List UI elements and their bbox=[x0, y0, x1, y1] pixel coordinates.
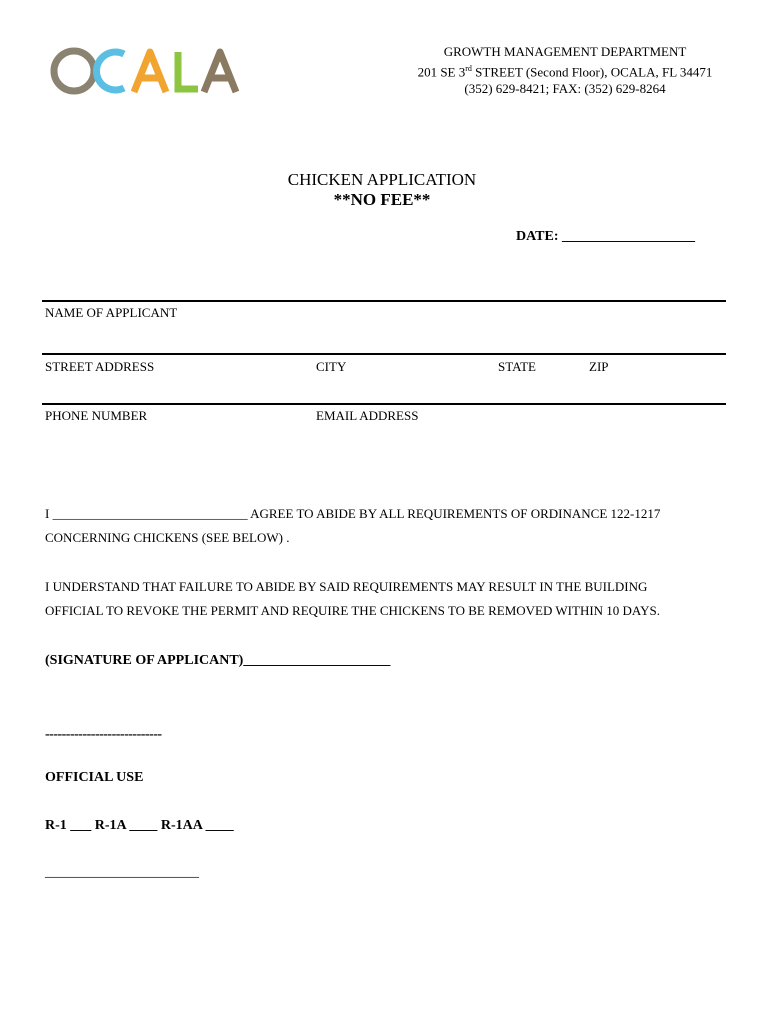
zoning-checklist[interactable]: R-1 ___ R-1A ____ R-1AA ____ bbox=[45, 818, 234, 833]
address-rule bbox=[42, 353, 726, 355]
agreement-line-1: I ______________________________ AGREE TO ABIDE BY ALL REQUIREMENTS OF ORDINANCE 122-1217 bbox=[45, 506, 661, 521]
logo-letter-a1 bbox=[134, 52, 166, 92]
phone-number-label: PHONE NUMBER bbox=[45, 408, 148, 423]
fee-note: **NO FEE** bbox=[333, 190, 431, 209]
city-label: CITY bbox=[316, 359, 347, 374]
department-header bbox=[380, 43, 750, 97]
section-divider: ---------------------------- bbox=[45, 727, 162, 742]
state-label: STATE bbox=[498, 359, 536, 374]
phone-rule bbox=[42, 403, 726, 405]
signature-line[interactable]: (SIGNATURE OF APPLICANT)_____________________ bbox=[45, 653, 391, 668]
name-rule bbox=[42, 300, 726, 302]
department-name: GROWTH MANAGEMENT DEPARTMENT bbox=[443, 44, 687, 59]
understanding-paragraph bbox=[45, 575, 735, 623]
logo-letter-l bbox=[178, 52, 198, 89]
date-field[interactable]: DATE: ___________________ bbox=[516, 229, 696, 244]
email-address-label: EMAIL ADDRESS bbox=[316, 408, 419, 423]
agreement-line-2: CONCERNING CHICKENS (SEE BELOW) . bbox=[45, 530, 290, 545]
department-address: 201 SE 3rd STREET (Second Floor), OCALA, FL 34471 bbox=[417, 64, 713, 80]
logo-letter-a2 bbox=[204, 52, 236, 92]
form-title: CHICKEN APPLICATION bbox=[287, 170, 477, 189]
official-use-heading: OFFICIAL USE bbox=[45, 770, 144, 785]
zip-label: ZIP bbox=[589, 359, 609, 374]
street-address-label: STREET ADDRESS bbox=[45, 359, 155, 374]
logo-letter-o bbox=[54, 51, 94, 91]
understanding-line-2: OFFICIAL TO REVOKE THE PERMIT AND REQUIRE THE CHICKENS TO BE REMOVED WITHIN 10 DAYS. bbox=[45, 603, 660, 618]
logo-letter-c bbox=[97, 52, 124, 90]
agreement-paragraph bbox=[45, 502, 735, 550]
official-signature-blank[interactable]: ______________________ bbox=[45, 865, 199, 880]
department-phone-fax: (352) 629-8421; FAX: (352) 629-8264 bbox=[464, 81, 666, 97]
understanding-line-1: I UNDERSTAND THAT FAILURE TO ABIDE BY SAID REQUIREMENTS MAY RESULT IN THE BUILDING bbox=[45, 579, 648, 594]
name-of-applicant-label: NAME OF APPLICANT bbox=[45, 305, 178, 320]
ocala-logo bbox=[46, 40, 246, 102]
form-title-block bbox=[180, 170, 584, 210]
